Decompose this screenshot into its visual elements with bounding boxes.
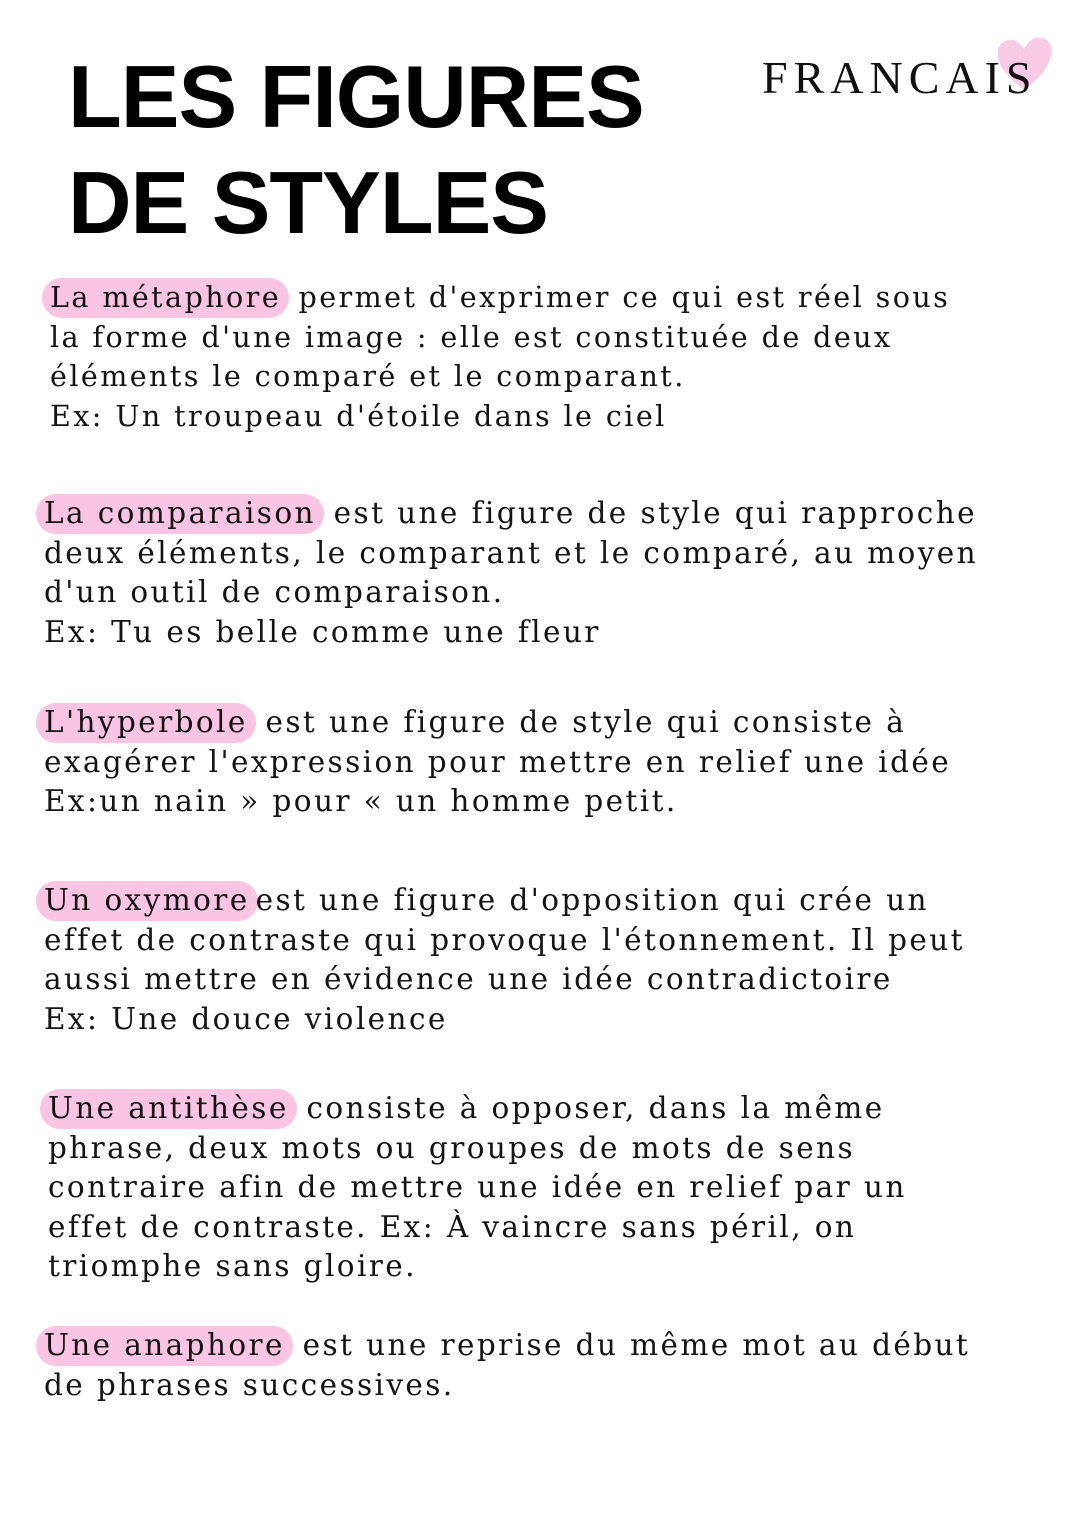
figure-antithese (48, 1089, 907, 1287)
subject-tag (762, 52, 1062, 112)
figure-anaphore (44, 1326, 970, 1405)
figure-metaphore (50, 278, 950, 436)
definition-text: est une reprise du même mot au début (290, 1328, 971, 1362)
example-line: effet de contraste. Ex: À vaincre sans péril, on (48, 1209, 857, 1244)
figure-line: d'un outil de comparaison. (44, 575, 505, 609)
figure-line (44, 703, 951, 743)
figure-line: effet de contraste qui provoque l'étonnement. Il peut (44, 922, 965, 957)
term-highlight: Une anaphore (36, 1326, 293, 1366)
definition-text: permet d'exprimer ce qui est réel sous (287, 280, 951, 314)
figure-hyperbole (44, 703, 951, 822)
term-highlight: L'hyperbole (36, 703, 256, 743)
term-highlight: Un oxymore (36, 881, 258, 921)
figure-line (44, 1326, 970, 1366)
term-highlight: La métaphore (42, 278, 289, 318)
figure-line: phrase, deux mots ou groupes de mots de sens (48, 1130, 856, 1165)
figure-line: deux éléments, le comparant et le comparé, au moyen (44, 535, 979, 570)
definition-text: est une figure de style qui consiste à (253, 705, 907, 739)
definition-text: est une figure d'opposition qui crée un (255, 883, 929, 917)
figure-line (44, 881, 965, 921)
figure-line (50, 278, 950, 318)
example-line: Ex: Une douce violence (44, 1001, 448, 1036)
title-line-2: DE STYLES (68, 153, 548, 252)
figure-line: aussi mettre en évidence une idée contradictoire (44, 962, 893, 996)
example-line: Ex: Un troupeau d'étoile dans le ciel (50, 398, 667, 433)
page-title (68, 44, 644, 256)
term-highlight: La comparaison (36, 494, 324, 534)
figure-line: de phrases successives. (44, 1367, 455, 1402)
term-highlight: Une antithèse (40, 1089, 297, 1129)
figure-line (48, 1089, 907, 1129)
figure-oxymore (44, 881, 965, 1039)
example-line: triomphe sans gloire. (48, 1249, 417, 1283)
title-line-1: LES FIGURES (68, 47, 644, 146)
example-line: Ex:un nain » pour « un homme petit. (44, 784, 678, 818)
figure-line (44, 494, 978, 534)
subject-label: FRANCAIS (762, 52, 1038, 103)
figure-line: éléments le comparé et le comparant. (50, 359, 686, 393)
figure-line: la forme d'une image : elle est constituée de deux (50, 319, 893, 354)
figure-comparaison (44, 494, 978, 652)
example-line: Ex: Tu es belle comme une fleur (44, 614, 601, 649)
definition-text: consiste à opposer, dans la même (294, 1091, 885, 1125)
definition-text: est une figure de style qui rapproche (321, 496, 977, 530)
figure-line: exagérer l'expression pour mettre en relief une idée (44, 744, 952, 779)
figure-line: contraire afin de mettre une idée en relief par un (48, 1170, 907, 1204)
